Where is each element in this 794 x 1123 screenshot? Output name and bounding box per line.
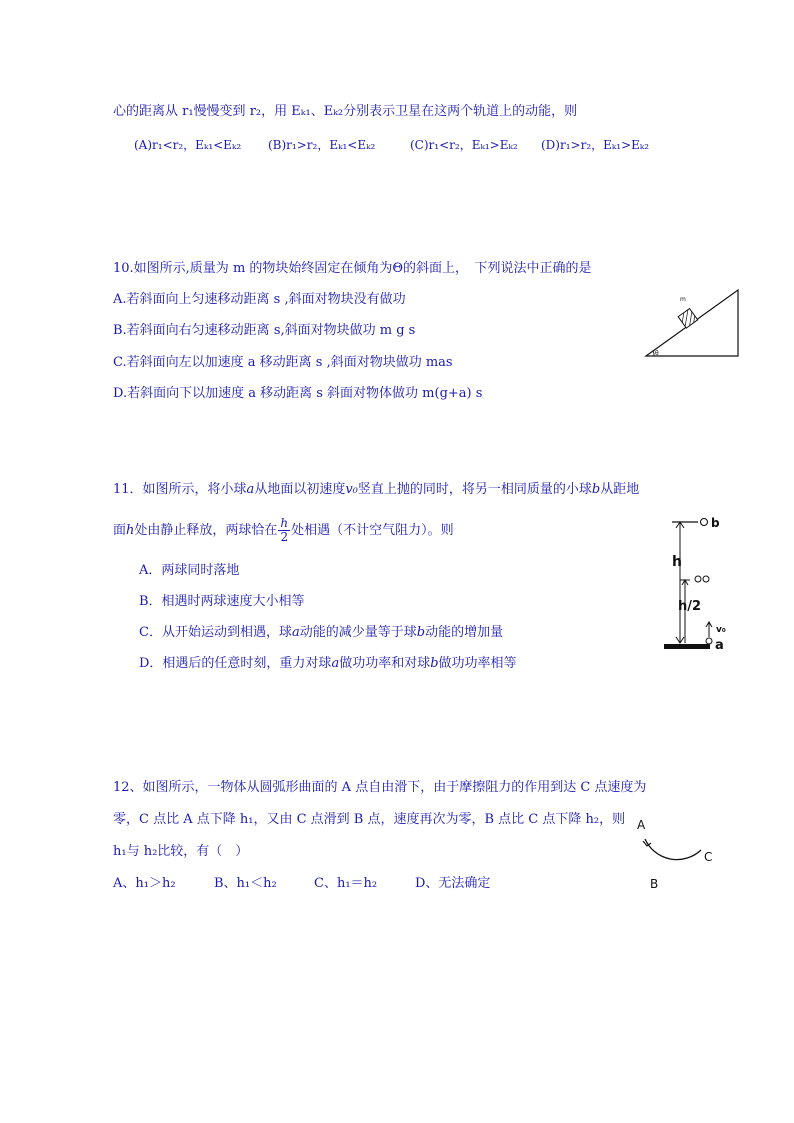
meeting-ball-2-icon [703,576,709,582]
label-half-h: h/2 [678,599,702,614]
q10-stem: 10.如图所示,质量为 m 的物块始终固定在倾角为Θ的斜面上， 下列说法中正确的是 [113,261,592,276]
q11-stem-line1: 11．如图所示，将小球a从地面以初速度v₀竖直上抛的同时，将另一相同质量的小球b从距地 [113,482,640,497]
q12-option-a: A、h₁＞h₂ [113,876,176,891]
half-h-fraction: $\frac{h}{2}$ [280,516,289,544]
free-fall-figure [660,510,760,652]
q9-stem: 心的距离从 r₁慢慢变到 r₂，用 Eₖ₁、Eₖ₂分别表示卫星在这两个轨道上的动能，则 [113,104,578,119]
point-c-label: C [704,850,713,864]
v0-var: v₀ [345,482,358,497]
q10-option-c: C.若斜面向左以加速度 a 移动距离 s ,斜面对物块做功 mas [113,355,453,370]
label-v0: v₀ [716,625,726,635]
h-var: h [126,523,135,538]
q10-option-b: B.若斜面向右匀速移动距离 s,斜面对物块做功 m g s [113,323,416,338]
q9-option-d: (D)r₁>r₂，Eₖ₁>Eₖ₂ [541,138,650,152]
q9-option-b: (B)r₁>r₂，Eₖ₁<Eₖ₂ [268,138,376,152]
q12-line3: h₁与 h₂比较，有（ ） [113,844,249,859]
arc-curve [645,839,701,860]
ball-a-icon [706,638,712,644]
q11-stem-line2: 面h处由静止释放，两球恰在 $\frac{h}{2}$ 处相遇（不计空气阻力）。则 [113,516,454,544]
q10-option-d: D.若斜面向下以加速度 a 移动距离 s 斜面对物体做功 m(g+a) s [113,386,483,401]
ground-bar [664,644,710,649]
angle-arc [653,351,654,356]
q11-option-c: C．从开始运动到相遇，球a动能的减少量等于球b动能的增加量 [139,625,504,640]
q12-line2: 零，C 点比 A 点下降 h₁，又由 C 点滑到 B 点，速度再次为零，B 点比 C 点下降 h₂，则 [113,812,626,827]
mass-label: m [680,296,686,303]
arc-figure [630,812,730,892]
q11-option-b: B．相遇时两球速度大小相等 [139,594,305,609]
q11-option-a: A．两球同时落地 [139,563,240,578]
point-a-label: A [637,818,646,832]
q9-option-a: (A)r₁<r₂，Eₖ₁<Eₖ₂ [134,138,242,152]
q12-option-b: B、h₁＜h₂ [214,876,277,891]
q12-line1: 12、如图所示，一物体从圆弧形曲面的 A 点自由滑下，由于摩擦阻力的作用到达 C 点速度为 [113,780,647,795]
ball-a-var: a [246,482,255,497]
q10-option-a: A.若斜面向上匀速移动距离 s ,斜面对物块没有做功 [113,292,406,307]
ball-b-icon [701,519,708,526]
q9-option-c: (C)r₁<r₂，Eₖ₁>Eₖ₂ [410,138,518,152]
q12-option-c: C、h₁＝h₂ [314,876,378,891]
block-icon [678,309,698,329]
q12-option-d: D、无法确定 [415,876,491,891]
point-b-label: B [650,877,659,891]
label-b: b [711,516,720,530]
label-a: a [715,638,724,653]
incline-figure [640,286,740,358]
label-h: h [672,554,682,570]
ball-b-var: b [591,482,601,497]
meeting-ball-1-icon [695,576,701,582]
angle-label: θ [655,350,659,357]
q11-option-d: D．相遇后的任意时刻，重力对球a做功功率和对球b做功功率相等 [139,656,517,671]
